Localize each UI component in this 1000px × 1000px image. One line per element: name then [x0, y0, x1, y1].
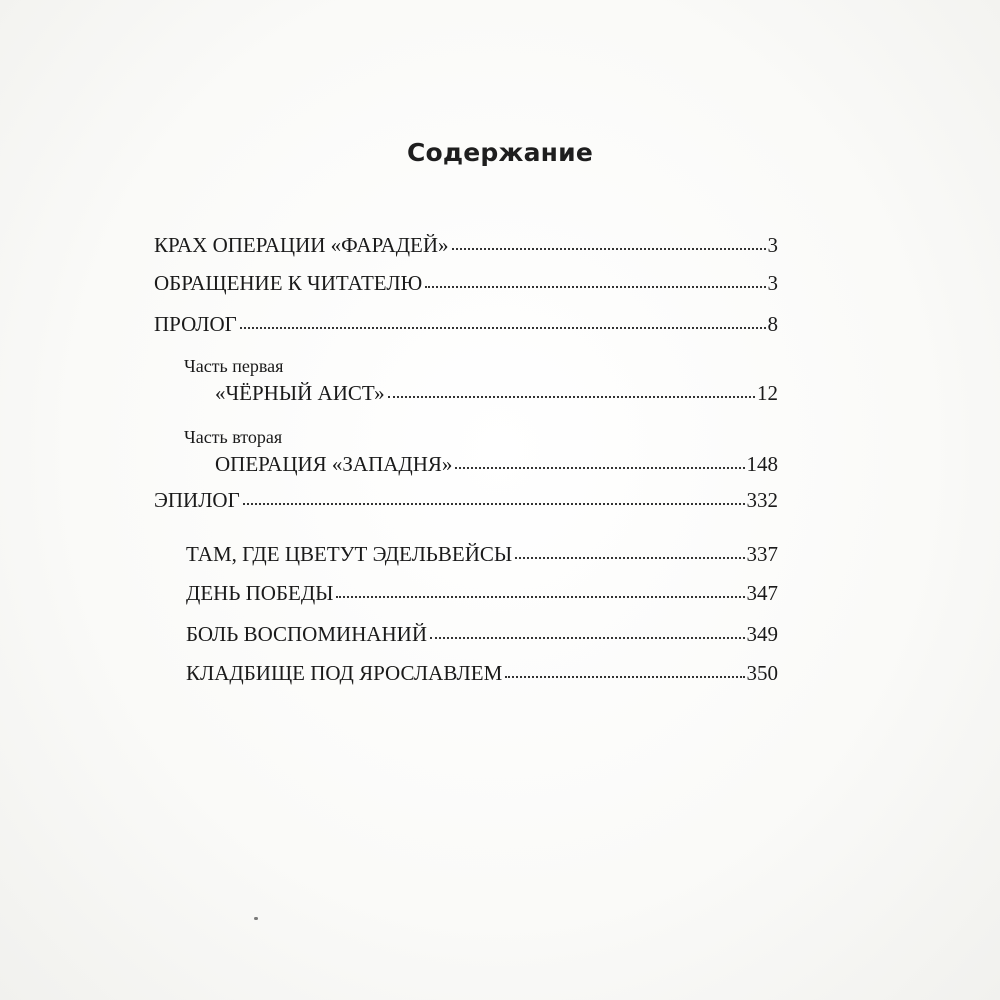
dot-leader: [425, 286, 765, 288]
toc-entry-page: 3: [767, 271, 778, 295]
toc-entry-label: «ЧЁРНЫЙ АИСТ»: [215, 381, 385, 405]
toc-entry-kladbishche: [186, 663, 778, 684]
dot-leader: [515, 557, 744, 559]
dot-leader: [336, 596, 744, 598]
toc-entry-bol-vospominaniy: [186, 624, 778, 645]
toc-entry-page: 8: [767, 312, 778, 336]
toc-entry-page: 337: [746, 542, 778, 566]
paper-speck: [254, 917, 258, 920]
toc-entry-epilog: [154, 490, 778, 511]
toc-entry-label: КЛАДБИЩЕ ПОД ЯРОСЛАВЛЕМ: [186, 661, 503, 685]
toc-entry-page: 12: [757, 381, 778, 405]
dot-leader: [505, 676, 744, 678]
toc-entry-page: 148: [746, 452, 778, 476]
toc-entry-page: 332: [746, 488, 778, 512]
dot-leader: [430, 637, 744, 639]
part-two-label: Часть вторая: [184, 427, 283, 447]
dot-leader: [455, 467, 744, 469]
toc-entry-label: ОПЕРАЦИЯ «ЗАПАДНЯ»: [215, 452, 453, 476]
page-title: Содержание: [406, 138, 594, 167]
toc-entry-krakh-operatsii: [154, 235, 778, 256]
toc-entry-label: КРАХ ОПЕРАЦИИ «ФАРАДЕЙ»: [154, 233, 449, 257]
toc-entry-operatsiya-zapadnya: [215, 454, 778, 475]
toc-entry-tam-gde-tsvetut: [186, 544, 778, 565]
toc-entry-label: ДЕНЬ ПОБЕДЫ: [186, 581, 334, 605]
part-one-label: Часть первая: [184, 356, 284, 376]
toc-entry-page: 349: [746, 622, 778, 646]
toc-entry-page: 350: [746, 661, 778, 685]
dot-leader: [240, 327, 766, 329]
toc-entry-chyorny-aist: [215, 383, 778, 404]
toc-entry-label: ПРОЛОГ: [154, 312, 237, 336]
dot-leader: [452, 248, 766, 250]
dot-leader: [243, 503, 745, 505]
toc-entry-prolog: [154, 314, 778, 335]
toc-entry-label: ЭПИЛОГ: [154, 488, 240, 512]
toc-entry-label: ОБРАЩЕНИЕ К ЧИТАТЕЛЮ: [154, 271, 423, 295]
toc-entry-obrashchenie: [154, 273, 778, 294]
toc-entry-page: 3: [767, 233, 778, 257]
toc-entry-den-pobedy: [186, 583, 778, 604]
dot-leader: [388, 396, 755, 398]
toc-entry-page: 347: [746, 581, 778, 605]
toc-entry-label: БОЛЬ ВОСПОМИНАНИЙ: [186, 622, 428, 646]
toc-entry-label: ТАМ, ГДЕ ЦВЕТУТ ЭДЕЛЬВЕЙСЫ: [186, 542, 513, 566]
